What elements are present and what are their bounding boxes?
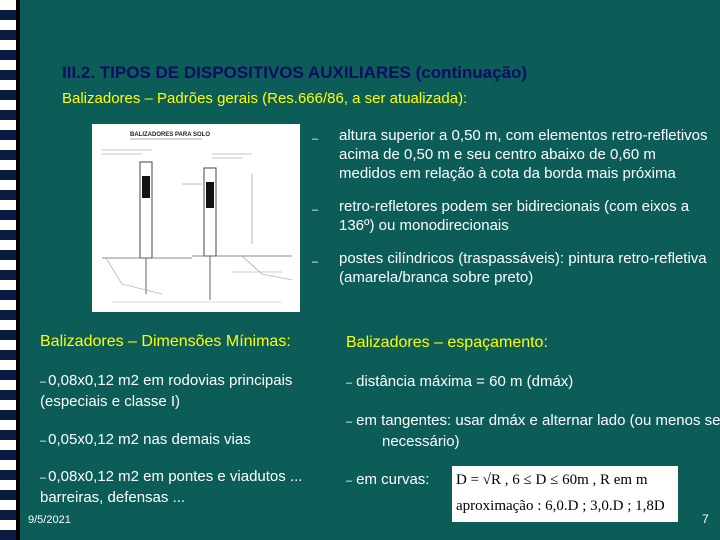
list-item (312, 249, 712, 287)
bullet-text: distância máxima = 60 m (dmáx) (356, 373, 574, 390)
bullet-text: 0,05x0,12 m2 nas demais vias (48, 431, 251, 448)
bullet-dash: – (312, 204, 319, 216)
bullet-dash: – (346, 475, 353, 487)
bullet-dash: – (312, 256, 319, 268)
drawing-title: BALIZADORES PARA SOLO (130, 132, 211, 138)
page-number: 7 (702, 512, 709, 526)
slide-date: 9/5/2021 (28, 514, 71, 526)
list-item (346, 372, 716, 393)
top-bullet-list (312, 126, 712, 301)
bullet-dash: – (312, 133, 319, 145)
slide-title-main: III.2. TIPOS DE DISPOSITIVOS AUXILIARES (62, 63, 411, 82)
bullet-text: 0,08x0,12 m2 em pontes e viadutos ... barreiras, defensas ... (40, 468, 303, 506)
formula-line-1: D = √R , 6 ≤ D ≤ 60m , R em m (456, 472, 648, 488)
slide-title-continuation: (continuação) (415, 63, 528, 82)
left-decorative-stripe (0, 0, 16, 540)
slide-title (62, 63, 527, 83)
spacing-formula-box (452, 466, 678, 522)
bullet-text: retro-refletores podem ser bidirecionais (com eixos a 136º) ou monodirecionais (339, 198, 690, 234)
list-item (40, 371, 330, 411)
formula-line-2: aproximação : 6,0.D ; 3,0.D ; 1,8D (456, 498, 665, 514)
bullet-dash: – (40, 472, 47, 484)
bullet-text: altura superior a 0,50 m, com elementos retro-refletivos acima de 0,50 m e seu centro abaixo de 0,60 m medidos em relação à cota da borda mais próxima (339, 127, 708, 182)
bullet-dash: – (40, 376, 47, 388)
list-item (312, 197, 712, 235)
bullet-dash: – (40, 435, 47, 447)
bullet-text: em tangentes: usar dmáx e alternar lado (ou menos se necessário) (356, 412, 720, 450)
bullet-dash: – (346, 377, 353, 389)
bollard-drawing-svg (92, 124, 300, 312)
dimensions-heading: Balizadores – Dimensões Mínimas: (40, 333, 291, 350)
bullet-text: em curvas: (356, 471, 430, 488)
spacing-heading: Balizadores – espaçamento: (346, 334, 548, 351)
list-item (312, 126, 712, 183)
list-item (346, 411, 720, 451)
list-item (40, 467, 330, 507)
bullet-text: 0,08x0,12 m2 em rodovias principais (especiais e classe I) (40, 372, 293, 410)
list-item (40, 430, 330, 451)
bullet-dash: – (346, 416, 353, 428)
bullet-text: postes cilíndricos (traspassáveis): pintura retro-refletiva (amarela/branca sobre preto) (339, 250, 707, 286)
bollard-technical-drawing (92, 124, 300, 312)
slide-subtitle: Balizadores – Padrões gerais (Res.666/86, a ser atualizada): (62, 90, 468, 107)
